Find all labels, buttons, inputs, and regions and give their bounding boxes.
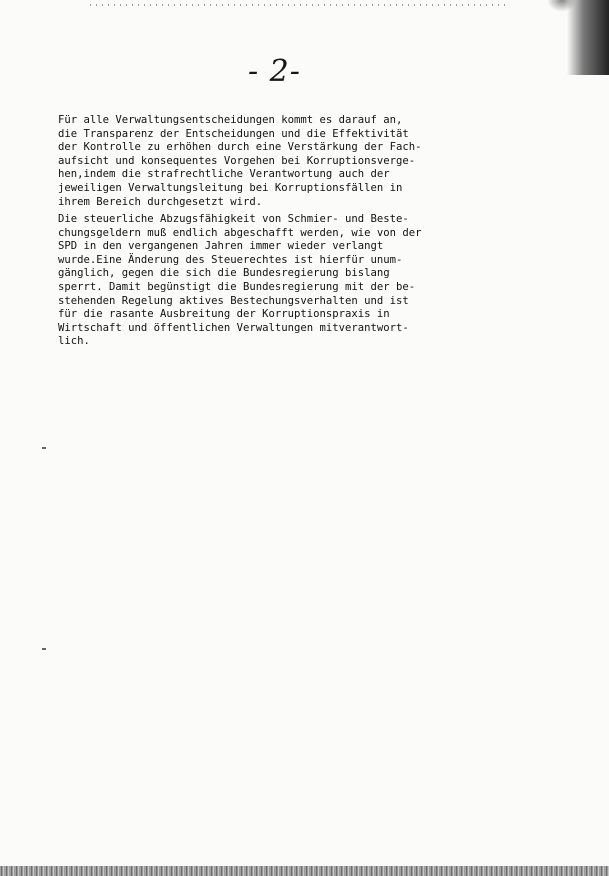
text-line: ihrem Bereich durchgesetzt wird.	[58, 195, 263, 208]
text-line: die Transparenz der Entscheidungen und die Effektivität	[58, 127, 409, 140]
text-line: gänglich, gegen die sich die Bundesregierung bislang	[58, 267, 390, 280]
text-line: SPD in den vergangenen Jahren immer wieder verlangt	[58, 240, 384, 253]
text-line: hen,indem die strafrechtliche Verantwortung auch der	[58, 168, 390, 181]
text-line: lich.	[58, 335, 90, 348]
text-line: Wirtschaft und öffentlichen Verwaltungen mitverantwort-	[58, 321, 409, 334]
paragraph-verwaltung	[58, 114, 498, 209]
text-line: sperrt. Damit begünstigt die Bundesregierung mit der be-	[58, 280, 416, 293]
scan-artifact-right-edge	[567, 0, 609, 75]
page-number: - 2-	[248, 54, 301, 89]
text-line: aufsicht und konsequentes Vorgehen bei Korruptionsverge-	[58, 154, 416, 167]
text-line: chungsgeldern muß endlich abgeschafft werden, wie von der	[58, 226, 422, 239]
text-line: der Kontrolle zu erhöhen durch eine Verstärkung der Fach-	[58, 141, 422, 154]
scan-speck	[42, 447, 46, 449]
text-line: Die steuerliche Abzugsfähigkeit von Schmier- und Beste-	[58, 213, 409, 225]
scan-artifact-bottom-edge	[0, 866, 609, 876]
paragraph-steuer	[58, 213, 498, 349]
text-line: für die rasante Ausbreitung der Korruptionspraxis in	[58, 308, 390, 321]
text-line: stehenden Regelung aktives Bestechungsverhalten und ist	[58, 294, 409, 307]
scan-speck	[42, 648, 46, 650]
text-line: Für alle Verwaltungsentscheidungen kommt es darauf an,	[58, 114, 403, 126]
scan-artifact-top	[90, 4, 510, 6]
text-line: wurde.Eine Änderung des Steuerechtes ist hierfür unum-	[58, 253, 403, 266]
text-line: jeweiligen Verwaltungsleitung bei Korruptionsfällen in	[58, 181, 403, 194]
